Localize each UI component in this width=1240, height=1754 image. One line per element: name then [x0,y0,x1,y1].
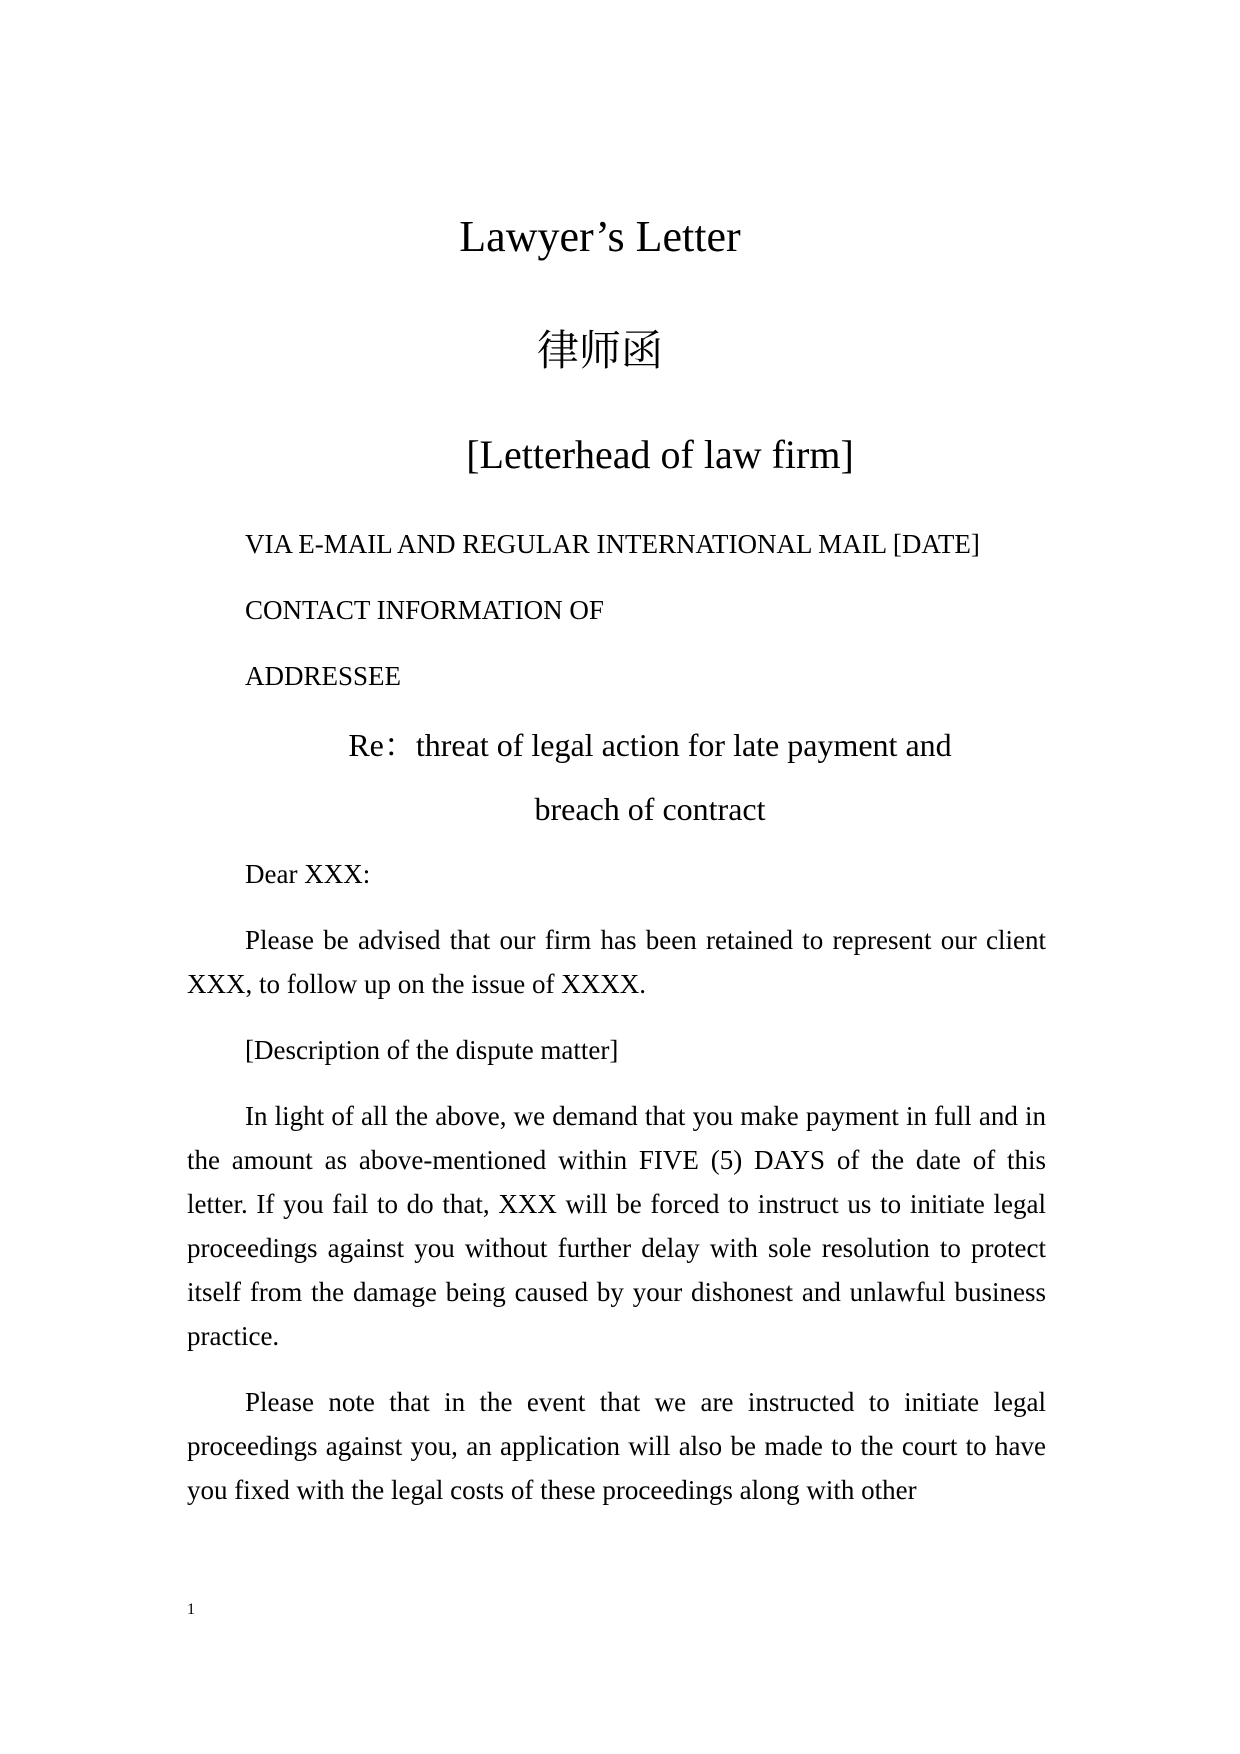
letterhead-placeholder: [Letterhead of law firm] [466,432,854,477]
subject-line-2: breach of contract [534,791,766,827]
page-number: 1 [187,1601,195,1618]
delivery-method-line: VIA E-MAIL AND REGULAR INTERNATIONAL MAIL [DATE] [245,529,980,559]
document-title-english: Lawyer’s Letter [459,212,741,261]
body-paragraph-retained: Please be advised that our firm has been retained to represent our client XXX, to follow up on the issue of XXXX. [187,925,1046,999]
document-title-chinese: 律师函 [536,326,663,375]
body-paragraph-legal-costs: Please note that in the event that we are instructed to initiate legal proceedings against you, an application will also be made to the court to have you fixed with the legal costs of these proceedings along with other [187,1387,1046,1505]
salutation: Dear XXX: [245,859,371,889]
addressee-line: ADDRESSEE [245,661,402,691]
body-paragraph-dispute-description: [Description of the dispute matter] [245,1035,619,1065]
addressee-contact-line: CONTACT INFORMATION OF [245,595,604,625]
subject-line-1: Re：threat of legal action for late payment and [348,727,952,763]
body-paragraph-payment-demand: In light of all the above, we demand that you make payment in full and in the amount as above-mentioned within FIVE (5) DAYS of the date of this letter. If you fail to do that, XXX will be forced to instruct us to initiate legal proceedings against you without further delay with sole resolution to protect itself from the damage being caused by your dishonest and unlawful business practice. [187,1101,1046,1351]
